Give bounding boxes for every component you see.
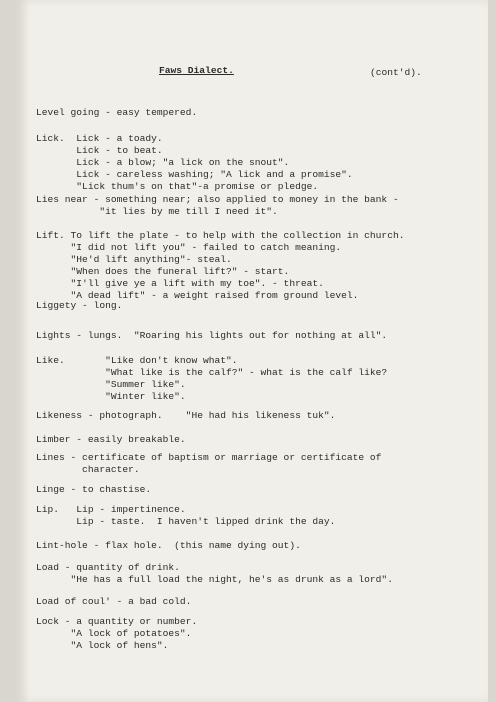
entry-line: "Summer like".	[36, 379, 186, 390]
page-edge-shadow	[14, 0, 30, 702]
entry-line: Lip. Lip - impertinence.	[36, 504, 186, 515]
document-page	[14, 0, 488, 702]
entry-line: "Lick thum's on that"-a promise or pledge.	[36, 181, 319, 192]
entry-line: Lick. Lick - a toady.	[36, 133, 163, 144]
entry-line: Lick - careless washing; "A lick and a promise".	[36, 169, 353, 180]
page-title: Faws Dialect.	[159, 65, 234, 76]
entry-line: Lights - lungs. "Roaring his lights out for nothing at all".	[36, 330, 388, 341]
entry-line: "A dead lift" - a weight raised from ground level.	[36, 290, 359, 301]
entry-line: Load of coul' - a bad cold.	[36, 596, 192, 607]
entry-line: Lift. To lift the plate - to help with the collection in church.	[36, 230, 405, 241]
entry-line: Lock - a quantity or number.	[36, 616, 198, 627]
entry-line: Lick - to beat.	[36, 145, 163, 156]
entry-line: Level going - easy tempered.	[36, 107, 198, 118]
entry-line: "When does the funeral lift?" - start.	[36, 266, 290, 277]
entry-line: Liggety - long.	[36, 300, 123, 311]
entry-line: "What like is the calf?" - what is the calf like?	[36, 367, 388, 378]
entry-line: "I did not lift you" - failed to catch meaning.	[36, 242, 342, 253]
entry-line: Load - quantity of drink.	[36, 562, 180, 573]
entry-line: "He'd lift anything"- steal.	[36, 254, 232, 265]
entry-line: character.	[36, 464, 140, 475]
entry-line: Limber - easily breakable.	[36, 434, 186, 445]
entry-line: "it lies by me till I need it".	[36, 206, 278, 217]
entry-line: Likeness - photograph. "He had his likeness tuk".	[36, 410, 336, 421]
entry-line: Like. "Like don't know what".	[36, 355, 238, 366]
entry-line: "Winter like".	[36, 391, 186, 402]
entry-line: Lip - taste. I haven't lipped drink the day.	[36, 516, 336, 527]
entry-line: "I'll give ye a lift with my toe". - threat.	[36, 278, 324, 289]
entry-line: "A lock of hens".	[36, 640, 169, 651]
entry-line: "He has a full load the night, he's as drunk as a lord".	[36, 574, 393, 585]
entry-line: "A lock of potatoes".	[36, 628, 192, 639]
entry-line: Lint-hole - flax hole. (this name dying out).	[36, 540, 301, 551]
entry-line: Lies near - something near; also applied to money in the bank -	[36, 194, 399, 205]
entry-line: Lick - a blow; "a lick on the snout".	[36, 157, 290, 168]
entry-line: Linge - to chastise.	[36, 484, 152, 495]
continued-marker: (cont'd).	[370, 67, 422, 78]
entry-line: Lines - certificate of baptism or marriage or certificate of	[36, 452, 382, 463]
